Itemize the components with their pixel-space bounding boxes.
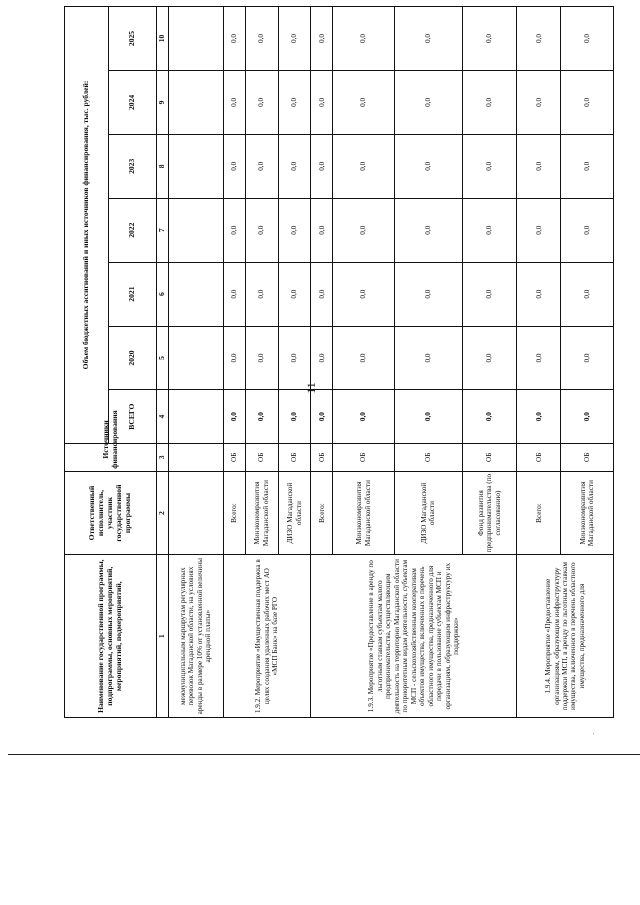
value-cell: 0,0	[561, 70, 614, 134]
value-cell: 0,0	[311, 70, 333, 134]
value-cell: 0,0	[223, 262, 245, 326]
value-cell: 0,0	[462, 326, 517, 390]
source-cell: ОБ	[245, 443, 278, 471]
value-cell: 0,0	[223, 326, 245, 390]
value-cell: 0,0	[517, 7, 561, 71]
value-cell: 0,0	[333, 134, 394, 198]
rotated-table-container	[64, 6, 614, 718]
column-number-row	[157, 7, 169, 718]
value-cell: 0,0	[223, 7, 245, 71]
source-cell: ОБ	[561, 443, 614, 471]
header-name: Наименование государственной программы, подпрограммы, основных мероприятий, мероприятий, подмероприятий,	[65, 555, 157, 718]
source-cell: ОБ	[394, 443, 462, 471]
table-row	[223, 7, 245, 718]
total-cell: 0,0	[394, 390, 462, 443]
source-cell: ОБ	[223, 443, 245, 471]
value-cell: 0,0	[333, 262, 394, 326]
value-cell: 0,0	[245, 262, 278, 326]
value-cell: 0,0	[333, 198, 394, 262]
value-cell	[169, 134, 224, 198]
value-cell: 0,0	[517, 70, 561, 134]
value-cell: 0,0	[278, 198, 311, 262]
column-number: 2	[157, 471, 169, 555]
header-year: 2023	[109, 134, 157, 198]
header-year: 2025	[109, 7, 157, 71]
value-cell: 0,0	[311, 7, 333, 71]
value-cell	[169, 70, 224, 134]
source-cell	[169, 443, 224, 471]
value-cell: 0,0	[394, 7, 462, 71]
value-cell: 0,0	[394, 262, 462, 326]
value-cell: 0,0	[245, 198, 278, 262]
value-cell: 0,0	[245, 326, 278, 390]
responsible-cell: ДИЗО Магаданской области	[278, 471, 311, 555]
column-number: 4	[157, 390, 169, 443]
value-cell: 0,0	[278, 7, 311, 71]
header-row-1	[65, 7, 109, 718]
responsible-cell: Всего:	[517, 471, 561, 555]
measure-name: 1.9.2. Мероприятие «Имущественная поддержка в целях создания удаленных рабочих мест АО «МСП Банк» на базе РГО	[223, 555, 311, 718]
responsible-cell: Всего:	[223, 471, 245, 555]
value-cell	[169, 326, 224, 390]
value-cell: 0,0	[278, 134, 311, 198]
value-cell: 0,0	[462, 262, 517, 326]
value-cell: 0,0	[517, 198, 561, 262]
column-number: 3	[157, 443, 169, 471]
responsible-cell: ДИЗО Магаданской области	[394, 471, 462, 555]
margin-mark: ·	[590, 732, 598, 735]
measure-name: 1.9.3. Мероприятие «Предоставление в аренду по льготным ставкам субъектам малого предпринимательства, осуществляющим деятельность на территории Магаданской области по приоритетным видам деятельности, субъектам МСП - сельскохозяйственным кооперативам объектов имущества, включенных в перечень областного имущества, предназначенного для передачи в пользование субъектам МСП и организациям, образующим инфраструктуру их поддержки»	[311, 555, 517, 718]
responsible-cell: Минэкономразвития Магаданской области	[333, 471, 394, 555]
value-cell	[169, 7, 224, 71]
source-cell: ОБ	[462, 443, 517, 471]
page-divider-line	[8, 754, 640, 755]
value-cell: 0,0	[311, 262, 333, 326]
value-cell: 0,0	[517, 262, 561, 326]
responsible-cell	[169, 471, 224, 555]
value-cell: 0,0	[311, 134, 333, 198]
value-cell	[169, 262, 224, 326]
header-total: ВСЕГО	[109, 390, 157, 443]
value-cell: 0,0	[462, 198, 517, 262]
value-cell: 0,0	[394, 134, 462, 198]
value-cell: 0,0	[278, 326, 311, 390]
total-cell: 0,0	[517, 390, 561, 443]
value-cell	[169, 198, 224, 262]
total-cell: 0,0	[333, 390, 394, 443]
value-cell: 0,0	[394, 326, 462, 390]
header-year: 2020	[109, 326, 157, 390]
value-cell: 0,0	[394, 198, 462, 262]
value-cell: 0,0	[333, 326, 394, 390]
total-cell: 0,0	[278, 390, 311, 443]
value-cell: 0,0	[245, 134, 278, 198]
value-cell: 0,0	[462, 70, 517, 134]
responsible-cell: Фонд развития предпринимательства (по согласованию)	[462, 471, 517, 555]
value-cell: 0,0	[245, 7, 278, 71]
header-responsible: Ответственный исполнитель, участник государственной программы	[65, 471, 157, 555]
value-cell: 0,0	[561, 262, 614, 326]
column-number: 7	[157, 198, 169, 262]
total-cell: 0,0	[223, 390, 245, 443]
header-volume: Объем бюджетных ассигнований и иных источников финансирования, тыс. рублей:	[65, 7, 109, 444]
value-cell: 0,0	[561, 198, 614, 262]
responsible-cell: Минэкономразвития Магаданской области	[561, 471, 614, 555]
column-number: 10	[157, 7, 169, 71]
value-cell: 0,0	[223, 70, 245, 134]
value-cell: 0,0	[311, 198, 333, 262]
value-cell: 0,0	[462, 7, 517, 71]
value-cell: 0,0	[223, 198, 245, 262]
total-cell: 0,0	[561, 390, 614, 443]
source-cell: ОБ	[311, 443, 333, 471]
value-cell: 0,0	[333, 70, 394, 134]
header-source-text: Источники финансирования	[100, 410, 119, 469]
value-cell: 0,0	[311, 326, 333, 390]
table-row	[169, 7, 224, 718]
measure-name: межмуниципальным маршрутам регулярных перевозок Магаданской области, на условиях аренды в размере 10% от установленной величины арендной платы»	[169, 555, 224, 718]
total-cell: 0,0	[311, 390, 333, 443]
value-cell: 0,0	[561, 134, 614, 198]
value-cell: 0,0	[223, 134, 245, 198]
value-cell: 0,0	[278, 262, 311, 326]
measure-name: 1.9.4. Мероприятие «Предоставление организациям, образующим инфраструктуру поддержки МСП, в аренду по льготным ставкам имущества, включенного в перечень областного имущества, предназначенного для	[517, 555, 614, 718]
value-cell: 0,0	[462, 134, 517, 198]
column-number: 5	[157, 326, 169, 390]
header-year: 2024	[109, 70, 157, 134]
total-cell: 0,0	[245, 390, 278, 443]
header-year: 2022	[109, 198, 157, 262]
responsible-cell: Минэкономразвития Магаданской области	[245, 471, 278, 555]
column-number: 1	[157, 555, 169, 718]
page-number: 11	[303, 382, 318, 394]
source-cell: ОБ	[517, 443, 561, 471]
value-cell: 0,0	[561, 7, 614, 71]
value-cell: 0,0	[394, 70, 462, 134]
column-number: 9	[157, 70, 169, 134]
total-cell: 0,0	[462, 390, 517, 443]
column-number: 8	[157, 134, 169, 198]
column-number: 6	[157, 262, 169, 326]
value-cell: 0,0	[517, 134, 561, 198]
value-cell: 0,0	[561, 326, 614, 390]
source-cell: ОБ	[278, 443, 311, 471]
source-cell: ОБ	[333, 443, 394, 471]
responsible-cell: Всего:	[311, 471, 333, 555]
financing-table	[64, 6, 614, 718]
value-cell: 0,0	[517, 326, 561, 390]
value-cell: 0,0	[333, 7, 394, 71]
value-cell: 0,0	[245, 70, 278, 134]
total-cell	[169, 390, 224, 443]
value-cell: 0,0	[278, 70, 311, 134]
table-row	[311, 7, 333, 718]
header-year: 2021	[109, 262, 157, 326]
table-row	[517, 7, 561, 718]
